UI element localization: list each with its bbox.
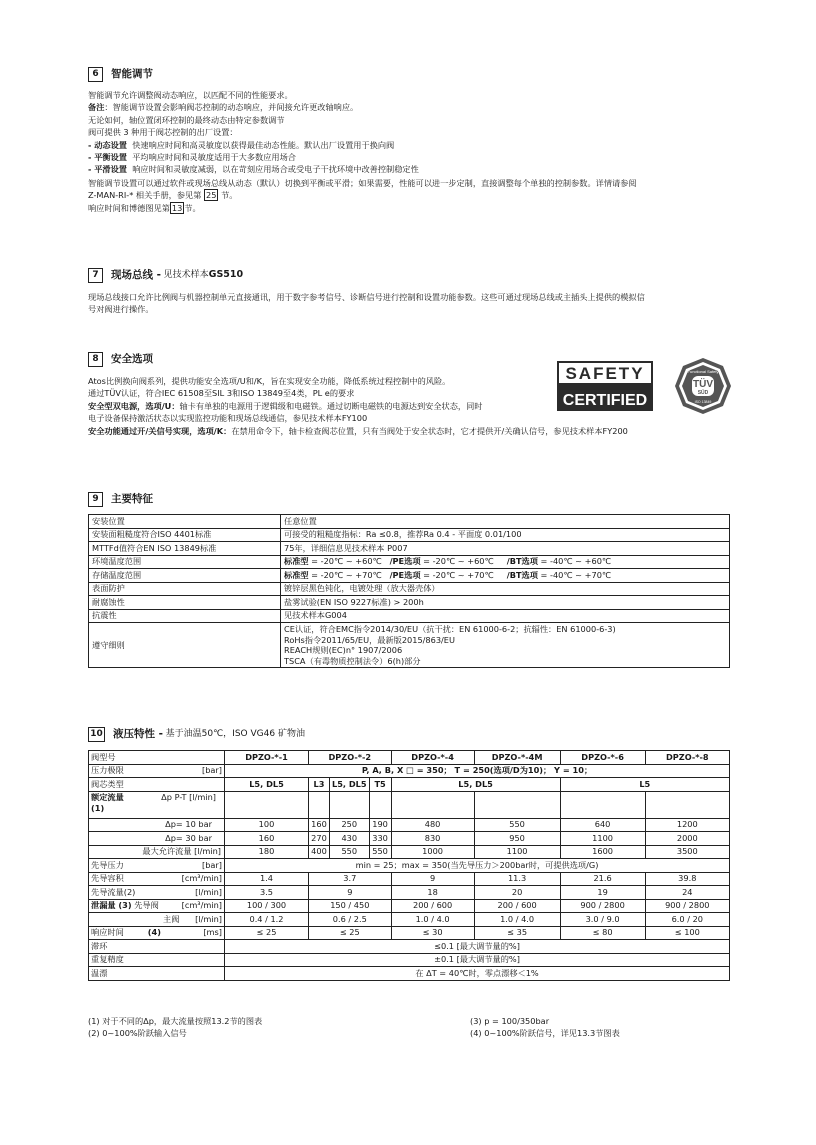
- section-ref[interactable]: 13: [171, 202, 183, 213]
- label: 泄漏量 (3): [91, 900, 132, 911]
- paragraph: Atos比例换向阀系列，提供功能安全选项/U和/K，旨在实现安全功能，降低系统过程控制中的风险。: [88, 376, 451, 386]
- cell: ≤ 30: [391, 926, 474, 940]
- row-value: [281, 569, 730, 583]
- section-9: [88, 491, 153, 507]
- table-row: [89, 623, 730, 668]
- row-header: [89, 926, 225, 940]
- table-row: [89, 953, 730, 967]
- cell: 100 / 300: [225, 899, 309, 913]
- section-number: 7: [88, 268, 103, 283]
- model-header: DPZO-*-8: [645, 751, 729, 765]
- cell: min = 25；max = 350(当先导压力＞200bar时，可提供选项/G): [225, 859, 730, 873]
- row-header: [89, 791, 225, 818]
- row-key: 耐腐蚀性: [89, 596, 281, 610]
- table-row: [89, 967, 730, 981]
- temp-value: = -40℃ ~ +70℃: [537, 569, 612, 580]
- cell: 190: [369, 818, 391, 832]
- option-text: 轴卡有单独的电源用于逻辑级和电磁铁。通过切断电磁铁的电源达到安全状态，同时: [179, 400, 483, 411]
- cell: 480: [391, 818, 474, 832]
- row-key: 遵守细则: [89, 623, 281, 668]
- cell: ≤ 100: [645, 926, 729, 940]
- table-row: [89, 818, 730, 832]
- cell: 1100: [560, 832, 645, 846]
- option-label: - 平衡设置: [88, 152, 127, 163]
- cell: 640: [560, 818, 645, 832]
- option-text: 在禁用命令下，轴卡检查阀芯位置，只有当阀处于安全状态时，它才提供开/关确认信号，参见技术样本FY200: [231, 425, 628, 436]
- value-line: REACH规则(EC)n° 1907/2006: [284, 645, 403, 655]
- cell: 830: [391, 832, 474, 846]
- footnote-ref: (1): [91, 802, 105, 813]
- cell: 1100: [474, 845, 560, 859]
- option-label: - 动态设置: [88, 139, 127, 150]
- label: 先导阀: [134, 900, 159, 911]
- paragraph: 通过TÜV认证，符合IEC 61508至SIL 3和ISO 13849至4类，PL e的要求: [88, 388, 355, 399]
- temp-label: 标准型: [284, 569, 309, 580]
- temp-label: /PE选项: [389, 556, 421, 567]
- option-text: 快速响应时间和高灵敏度以获得最佳动态性能。默认出厂设置用于换向阀: [132, 139, 395, 150]
- tuv-sud-logo: [674, 357, 732, 415]
- safety-certified-logo: [557, 361, 653, 411]
- unit: [cm³/min]: [181, 900, 222, 911]
- table-row: [89, 845, 730, 859]
- empty-cell: [369, 791, 391, 818]
- table-row: [89, 913, 730, 927]
- paragraph: [88, 202, 637, 214]
- option-item: [88, 139, 637, 151]
- section-title: 安全选项: [111, 352, 153, 365]
- section-6: [88, 66, 153, 82]
- row-value: 见技术样本G004: [281, 609, 730, 623]
- paragraph: 智能调节允许调整阀动态响应，以匹配不同的性能要求。: [88, 90, 293, 100]
- row-value: [281, 623, 730, 668]
- temp-value: = -20℃ ~ +60℃: [308, 556, 382, 567]
- table-row: [89, 859, 730, 873]
- cell: 2000: [645, 832, 729, 846]
- option-text: 平均响应时间和灵敏度适用于大多数应用场合: [132, 152, 296, 163]
- cell: 150 / 450: [309, 899, 392, 913]
- label: 额定流量: [91, 791, 124, 802]
- logo-text-certified: CERTIFIED: [562, 392, 648, 409]
- section-title: 液压特性 -: [113, 727, 164, 740]
- cell: ≤ 25: [225, 926, 309, 940]
- footnote: (4) 0~100%阶跃信号，详见13.3节图表: [470, 1028, 620, 1038]
- cell: 200 / 600: [474, 899, 560, 913]
- cell: ≤ 80: [560, 926, 645, 940]
- section-8-body: [88, 375, 628, 437]
- section-number: 9: [88, 492, 103, 507]
- cell: 3500: [645, 845, 729, 859]
- unit: [l/min]: [195, 913, 222, 924]
- cell: 6.0 / 20: [645, 913, 729, 927]
- label: 先导流量(2): [91, 886, 136, 897]
- row-key: MTTFd值符合EN ISO 13849标准: [89, 542, 281, 556]
- row-value: [281, 555, 730, 569]
- label: 主阀: [163, 913, 180, 924]
- temp-label: /BT选项: [506, 556, 538, 567]
- table-row: [89, 528, 730, 542]
- row-header: [89, 859, 225, 873]
- section-7-body: [88, 291, 645, 316]
- cell: 24: [645, 886, 729, 900]
- section-subtitle: 基于油温50℃，ISO VG46 矿物油: [165, 728, 305, 739]
- temp-label: /BT选项: [506, 569, 538, 580]
- row-header: [89, 764, 225, 778]
- section-8: [88, 351, 153, 367]
- section-10: [88, 726, 305, 742]
- cell: 19: [560, 886, 645, 900]
- row-value: 75年，详细信息见技术样本 P007: [281, 542, 730, 556]
- temp-label: /PE选项: [389, 569, 421, 580]
- model-header: DPZO-*-2: [309, 751, 392, 765]
- row-key: 表面防护: [89, 582, 281, 596]
- paragraph: 无论如何，轴位置闭环控制的最终动态由特定参数调节: [88, 114, 285, 125]
- spool-type: L5, DL5: [330, 778, 370, 792]
- logo-text-tuv: TÜV: [693, 379, 713, 390]
- cell: 9: [391, 872, 474, 886]
- section-subtitle: 见技术样本: [163, 269, 209, 280]
- section-9-header: [88, 491, 153, 507]
- section-ref[interactable]: 25: [206, 190, 217, 201]
- footnote: (1) 对于不同的Δp，最大流量按照13.2节的图表: [88, 1016, 263, 1026]
- cell: ±0.1 [最大调节量的%]: [225, 953, 730, 967]
- option-k: [88, 425, 628, 437]
- table-row: [89, 832, 730, 846]
- label: 压力极限: [91, 765, 124, 776]
- cell: 3.0 / 9.0: [560, 913, 645, 927]
- table-row: [89, 886, 730, 900]
- temp-label: 标准型: [284, 556, 309, 567]
- row-key: 存储温度范围: [89, 569, 281, 583]
- section-6-header: [88, 66, 153, 82]
- cell: 1000: [391, 845, 474, 859]
- temp-value: = -20℃ ~ +60℃: [420, 556, 494, 567]
- option-u: [88, 400, 628, 412]
- value-line: TSCA（有毒物质控制法令）6(h)部分: [284, 655, 421, 666]
- table-row: [89, 569, 730, 583]
- row-header: [89, 899, 225, 913]
- row-header: 重复精度: [89, 953, 225, 967]
- cell: 39.8: [645, 872, 729, 886]
- row-header: [89, 872, 225, 886]
- table-row: [89, 582, 730, 596]
- section-title: 主要特征: [111, 492, 153, 505]
- spool-type: L5, DL5: [391, 778, 560, 792]
- label: 响应时间: [91, 927, 124, 938]
- table-row: [89, 515, 730, 529]
- empty-cell: [474, 791, 560, 818]
- cell: 18: [391, 886, 474, 900]
- logo-mark-text: ISO 13849: [694, 400, 712, 404]
- spool-type: L5: [560, 778, 729, 792]
- row-key: 安装面粗糙度符合ISO 4401标准: [89, 528, 281, 542]
- cell: ≤ 35: [474, 926, 560, 940]
- logo-ring-text: Functional Safety: [687, 369, 719, 374]
- row-header: Δp= 10 bar: [89, 818, 225, 832]
- option-item: [88, 163, 637, 175]
- empty-cell: [309, 791, 330, 818]
- option-item: [88, 151, 637, 163]
- logo-text-sud: SÜD: [697, 390, 709, 396]
- option-label: 安全功能通过开/关信号实现，选项/K：: [88, 425, 232, 436]
- unit: Δp P-T [l/min]: [161, 791, 216, 802]
- model-header: DPZO-*-4M: [474, 751, 560, 765]
- cell: 330: [369, 832, 391, 846]
- spool-type: T5: [369, 778, 391, 792]
- table-row: [89, 542, 730, 556]
- table-row: [89, 872, 730, 886]
- option-label: - 平滑设置: [88, 164, 127, 175]
- cell: 900 / 2800: [645, 899, 729, 913]
- row-header: 滞环: [89, 940, 225, 954]
- cell: 21.6: [560, 872, 645, 886]
- cell: ≤0.1 [最大调节量的%]: [225, 940, 730, 954]
- cell: 160: [309, 818, 330, 832]
- label: 先导压力: [91, 859, 124, 870]
- table-row: [89, 609, 730, 623]
- cell: 3.7: [309, 872, 392, 886]
- cell: 0.6 / 2.5: [309, 913, 392, 927]
- empty-cell: [645, 791, 729, 818]
- empty-cell: [391, 791, 474, 818]
- table-row: [89, 555, 730, 569]
- empty-cell: [225, 791, 309, 818]
- footnote-ref: (4): [147, 927, 161, 938]
- empty-cell: [560, 791, 645, 818]
- value-line: RoHs指令2011/65/EU，最新版2015/863/EU: [284, 634, 455, 645]
- section-number: 10: [88, 727, 105, 742]
- temp-value: = -20℃ ~ +70℃: [420, 569, 494, 580]
- cell: 400: [309, 845, 330, 859]
- paragraph: 智能调节设置可以通过软件或现场总线从动态（默认）切换到平衡或平滑；如果需要，性能可以进一步定制，直接调整每个单独的控制参数。详情请参阅: [88, 177, 637, 188]
- cell: 0.4 / 1.2: [225, 913, 309, 927]
- cell: 9: [309, 886, 392, 900]
- row-header: 阀型号: [89, 751, 225, 765]
- cell: 550: [474, 818, 560, 832]
- unit: [cm³/min]: [181, 873, 222, 884]
- row-value: 镀锌层黑色钝化，电镀处理（放大器壳体）: [281, 582, 730, 596]
- unit: [l/min]: [195, 886, 222, 897]
- table-row: [89, 899, 730, 913]
- cell: 1200: [645, 818, 729, 832]
- table-row: [89, 940, 730, 954]
- cell: 950: [474, 832, 560, 846]
- section-7-header: [88, 267, 243, 283]
- cell: 11.3: [474, 872, 560, 886]
- text: 响应时间和博德图见第: [88, 202, 170, 213]
- section-code: GS510: [208, 268, 244, 280]
- cell: 1.4: [225, 872, 309, 886]
- row-header: 最大允许流量 [l/min]: [89, 845, 225, 859]
- model-header: DPZO-*-6: [560, 751, 645, 765]
- text: 节。: [184, 202, 201, 213]
- section-title: 智能调节: [111, 67, 153, 80]
- section-7: [88, 267, 243, 283]
- note-text: ：智能调节设置会影响阀芯控制的动态响应，并间接允许更改轴响应。: [104, 102, 359, 113]
- text: Z-MAN-RI-* 相关手册，参见第: [88, 190, 202, 201]
- option-label: 安全型双电源，选项/U：: [88, 400, 180, 411]
- section-number: 8: [88, 352, 103, 367]
- section-number: 6: [88, 67, 103, 82]
- temp-value: = -20℃ ~ +70℃: [308, 569, 382, 580]
- row-value: 任意位置: [281, 515, 730, 529]
- cell: 180: [225, 845, 309, 859]
- text: 节。: [221, 190, 238, 201]
- cell: 270: [309, 832, 330, 846]
- cell: 550: [369, 845, 391, 859]
- note-label: 备注: [88, 102, 105, 113]
- table-row: [89, 751, 730, 765]
- label: 先导容积: [91, 873, 124, 884]
- table-row: [89, 778, 730, 792]
- cell: 1.0 / 4.0: [391, 913, 474, 927]
- row-value: 可接受的粗糙度指标：Ra ≤0.8，推荐Ra 0.4 - 平面度 0.01/100: [281, 528, 730, 542]
- row-header: [89, 913, 225, 927]
- cell: 在 ΔT = 40℃时，零点漂移＜1%: [225, 967, 730, 981]
- cell: 3.5: [225, 886, 309, 900]
- section-6-body: [88, 89, 637, 214]
- main-features-table: [88, 514, 730, 668]
- unit: [bar]: [202, 765, 222, 776]
- section-8-header: [88, 351, 153, 367]
- table-row: [89, 596, 730, 610]
- model-header: DPZO-*-1: [225, 751, 309, 765]
- row-header: Δp= 30 bar: [89, 832, 225, 846]
- table-row: [89, 791, 730, 818]
- model-header: DPZO-*-4: [391, 751, 474, 765]
- hydraulic-table: [88, 750, 730, 981]
- row-header: 温漂: [89, 967, 225, 981]
- row-header: 阀芯类型: [89, 778, 225, 792]
- section-10-header: [88, 726, 305, 742]
- unit: [bar]: [202, 859, 222, 870]
- cell: 20: [474, 886, 560, 900]
- unit: [ms]: [203, 927, 222, 938]
- cell: 100: [225, 818, 309, 832]
- cell: 160: [225, 832, 309, 846]
- section-title: 现场总线 -: [111, 268, 162, 281]
- row-key: 抗震性: [89, 609, 281, 623]
- row-value: 盐雾试验(EN ISO 9227标准) > 200h: [281, 596, 730, 610]
- paragraph: 现场总线接口允许比例阀与机器控制单元直接通讯，用于数字参考信号、诊断信号进行控制和设置功能参数。这些可通过现场总线或主插头上提供的模拟信: [88, 292, 645, 302]
- cell: 900 / 2800: [560, 899, 645, 913]
- cell: 250: [330, 818, 370, 832]
- table-row: [89, 764, 730, 778]
- row-key: 安装位置: [89, 515, 281, 529]
- cell: ≤ 25: [309, 926, 392, 940]
- cell: 200 / 600: [391, 899, 474, 913]
- paragraph: 号对阀进行操作。: [88, 304, 154, 315]
- spool-type: L3: [309, 778, 330, 792]
- cell: 430: [330, 832, 370, 846]
- value-line: CE认证，符合EMC指令2014/30/EU（抗干扰：EN 61000-6-2；抗辐性：EN 61000-6-3): [284, 624, 616, 634]
- paragraph: 阀可提供 3 种用于阀芯控制的出厂设置：: [88, 127, 238, 138]
- paragraph: [88, 189, 637, 201]
- temp-value: = -40℃ ~ +60℃: [537, 556, 612, 567]
- logo-text-safety: SAFETY: [565, 364, 645, 383]
- footnote: (3) p = 100/350bar: [470, 1016, 550, 1026]
- cell: 1.0 / 4.0: [474, 913, 560, 927]
- empty-cell: [330, 791, 370, 818]
- row-header: [89, 886, 225, 900]
- option-text: 电子设备保持激活状态以实现监控功能和现场总线通信，参见技术样本FY100: [88, 413, 368, 424]
- table-row: [89, 926, 730, 940]
- spool-type: L5, DL5: [225, 778, 309, 792]
- cell: 550: [330, 845, 370, 859]
- row-key: 环境温度范围: [89, 555, 281, 569]
- option-text: 响应时间和灵敏度减弱，以在苛刻应用场合或受电子干扰环境中改善控制稳定性: [132, 164, 419, 175]
- cell: 1600: [560, 845, 645, 859]
- footnote: (2) 0~100%阶跃输入信号: [88, 1028, 187, 1038]
- pressure-value: P, A, B, X □ = 350； T = 250(选项/D为10)； Y = 10；: [225, 764, 730, 778]
- note: [88, 101, 637, 113]
